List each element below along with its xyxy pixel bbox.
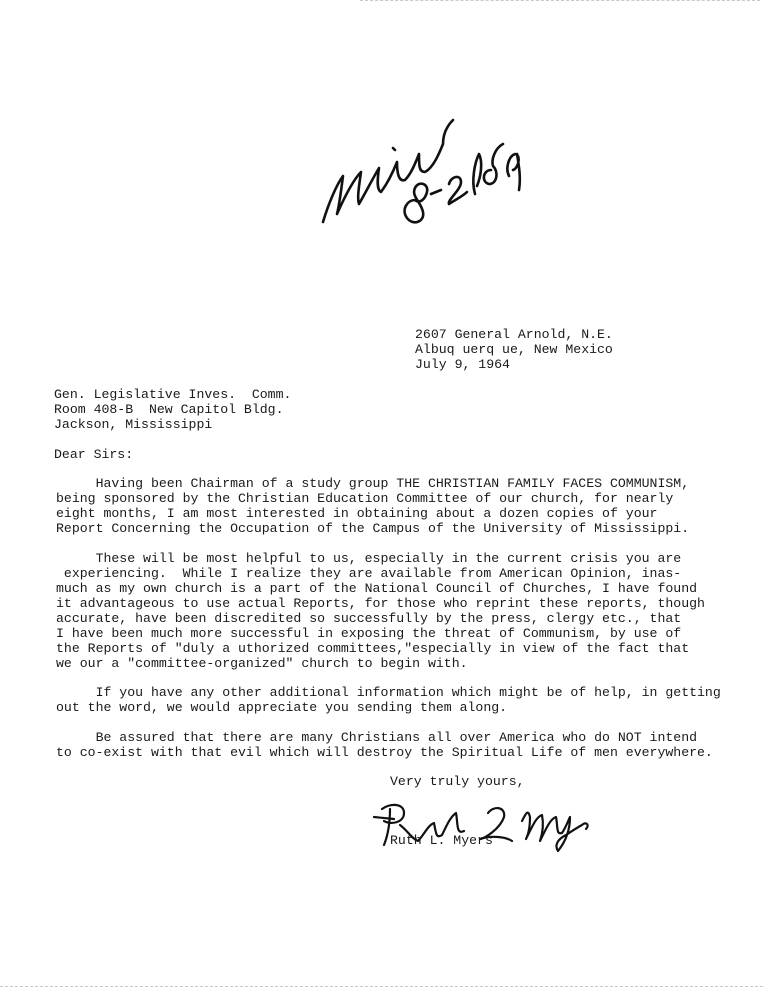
scan-edge-bottom xyxy=(0,986,763,987)
paragraph-line: Having been Chairman of a study group THE CHRISTIAN FAMILY FACES COMMUNISM, xyxy=(56,476,690,491)
recipient-line: Jackson, Mississippi xyxy=(54,417,213,432)
recipient-line: Gen. Legislative Inves. Comm. xyxy=(54,387,292,402)
recipient-line: Room 408-B New Capitol Bldg. xyxy=(54,402,284,417)
handwritten-note xyxy=(315,110,535,240)
scan-edge-top xyxy=(360,0,760,1)
paragraph-line: Be assured that there are many Christians all over America who do NOT intend xyxy=(56,730,698,745)
paragraph-line: I have been much more successful in exposing the threat of Communism, by use of xyxy=(56,626,682,641)
letter-date: July 9, 1964 xyxy=(415,357,510,372)
closing: Very truly yours, xyxy=(390,774,525,789)
paragraph-line: These will be most helpful to us, especially in the current crisis you are xyxy=(56,551,682,566)
paragraph-line: being sponsored by the Christian Education Committee of our church, for nearly xyxy=(56,491,674,506)
salutation: Dear Sirs: xyxy=(54,447,134,462)
paragraph-line: it advantageous to use actual Reports, for those who reprint these reports, though xyxy=(56,596,705,611)
paragraph-line: accurate, have been discredited so successfully by the press, clergy etc., that xyxy=(56,611,682,626)
paragraph-line: to co-exist with that evil which will destroy the Spiritual Life of men everywhere. xyxy=(56,745,713,760)
paragraph-line: the Reports of "duly a uthorized committees,"especially in view of the fact that xyxy=(56,641,690,656)
sender-street: 2607 General Arnold, N.E. xyxy=(415,327,613,342)
paragraph-line: If you have any other additional information which might be of help, in getting xyxy=(56,685,721,700)
paragraph-line: much as my own church is a part of the National Council of Churches, I have found xyxy=(56,581,698,596)
paragraph-line: Report Concerning the Occupation of the Campus of the University of Mississippi. xyxy=(56,521,690,536)
signature-name: Ruth L. Myers xyxy=(390,833,493,848)
paragraph-line: we our a "committee-organized" church to begin with. xyxy=(56,656,468,671)
sender-city: Albuq uerq ue, New Mexico xyxy=(415,342,613,357)
paragraph-line: experiencing. While I realize they are available from American Opinion, inas- xyxy=(56,566,682,581)
paragraph-line: out the word, we would appreciate you sending them along. xyxy=(56,700,508,715)
paragraph-line: eight months, I am most interested in obtaining about a dozen copies of your xyxy=(56,506,658,521)
